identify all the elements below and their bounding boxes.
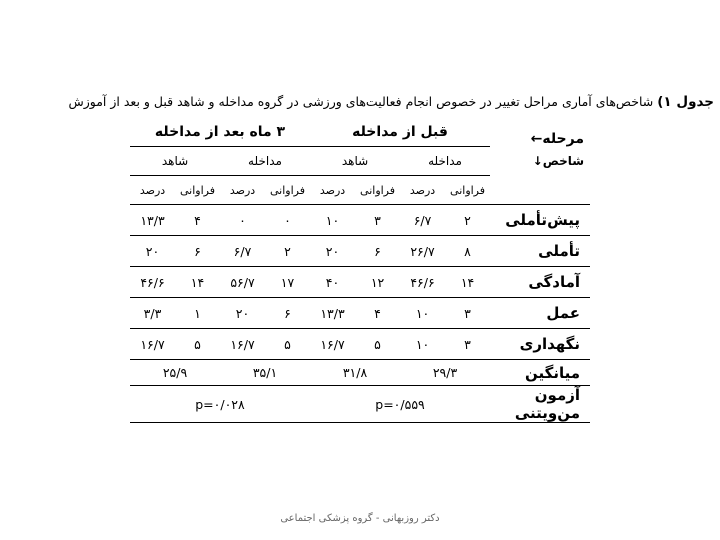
row-label: آمادگی [490,267,590,298]
cell-value: ۲۰ [310,236,355,267]
cell-value: ۵ [355,329,400,360]
label-spacer [490,176,590,205]
cell-value: ۶/۷ [220,236,265,267]
cell-value: ۴۶/۶ [130,267,175,298]
table-row [130,267,590,298]
cell-value: ۵ [175,329,220,360]
cell-value: ۱۰ [400,298,445,329]
cell-value: ۲ [445,205,490,236]
cell-value: ۱ [175,298,220,329]
cell-value: ۲۰ [220,298,265,329]
table-row [130,298,590,329]
period-header-row [130,118,590,147]
subheader: درصد [310,176,355,205]
table-row [130,329,590,360]
group-header: شاهد [310,147,400,176]
cell-value: ۱۴ [175,267,220,298]
cell-value: ۳/۳ [130,298,175,329]
stage-label: مرحله← [530,130,585,147]
group-header-row [130,147,590,176]
period-after: ۳ ماه بعد از مداخله [130,118,310,147]
cell-value: ۰ [220,205,265,236]
row-label: تأملی [490,236,590,267]
p-value: p=۰/۰۲۸ [130,386,310,423]
subheader-row [130,176,590,205]
cell-value: ۵ [265,329,310,360]
footer-credit: دکتر روزبهانی - گروه پزشکی اجتماعی [280,513,440,524]
index-label: شاخص↓ [532,154,585,168]
cell-value: ۱۳/۳ [130,205,175,236]
cell-value: ۴۶/۶ [400,267,445,298]
subheader: درصد [130,176,175,205]
mean-value: ۲۵/۹ [130,360,220,386]
cell-value: ۳ [445,298,490,329]
subheader: فراوانی [265,176,310,205]
cell-value: ۱۶/۷ [310,329,355,360]
cell-value: ۱۷ [265,267,310,298]
cell-value: ۵۶/۷ [220,267,265,298]
cell-value: ۳ [355,205,400,236]
table-row [130,205,590,236]
cell-value: ۱۰ [400,329,445,360]
cell-value: ۸ [445,236,490,267]
cell-value: ۰ [265,205,310,236]
cell-value: ۲ [265,236,310,267]
caption-label: جدول ۱) [657,94,714,110]
table-row [130,236,590,267]
cell-value: ۱۶/۷ [130,329,175,360]
caption-text: شاخص‌های آماری مراحل تغییر در خصوص انجام فعالیت‌های ورزشی در گروه مداخله و شاهد قبل و بعد از آموزش [68,94,654,109]
cell-value: ۴ [355,298,400,329]
subheader: درصد [400,176,445,205]
period-before: قبل از مداخله [310,118,490,147]
row-label: نگهداری [490,329,590,360]
cell-value: ۶ [175,236,220,267]
cell-value: ۲۶/۷ [400,236,445,267]
group-header: مداخله [220,147,310,176]
row-label: عمل [490,298,590,329]
cell-value: ۱۲ [355,267,400,298]
cell-value: ۱۰ [310,205,355,236]
mean-value: ۲۹/۳ [400,360,490,386]
cell-value: ۶/۷ [400,205,445,236]
cell-value: ۶ [355,236,400,267]
cell-value: ۶ [265,298,310,329]
mean-value: ۳۵/۱ [220,360,310,386]
table-caption [4,94,714,110]
cell-value: ۱۴ [445,267,490,298]
subheader: فراوانی [175,176,220,205]
subheader: درصد [220,176,265,205]
cell-value: ۳ [445,329,490,360]
cell-value: ۴ [175,205,220,236]
mean-value: ۳۱/۸ [310,360,400,386]
subheader: فراوانی [445,176,490,205]
subheader: فراوانی [355,176,400,205]
cell-value: ۲۰ [130,236,175,267]
stages-of-change-table [130,118,590,423]
cell-value: ۱۶/۷ [220,329,265,360]
cell-value: ۱۳/۳ [310,298,355,329]
cell-value: ۴۰ [310,267,355,298]
row-label: میانگین [490,360,590,386]
group-header: شاهد [130,147,220,176]
mean-row [130,360,590,386]
group-header: مداخله [400,147,490,176]
row-label: آزمون من‌ویتنی [490,386,590,423]
row-label: پیش‌تأملی [490,205,590,236]
p-value: p=۰/۵۵۹ [310,386,490,423]
mann-whitney-row [130,386,590,423]
